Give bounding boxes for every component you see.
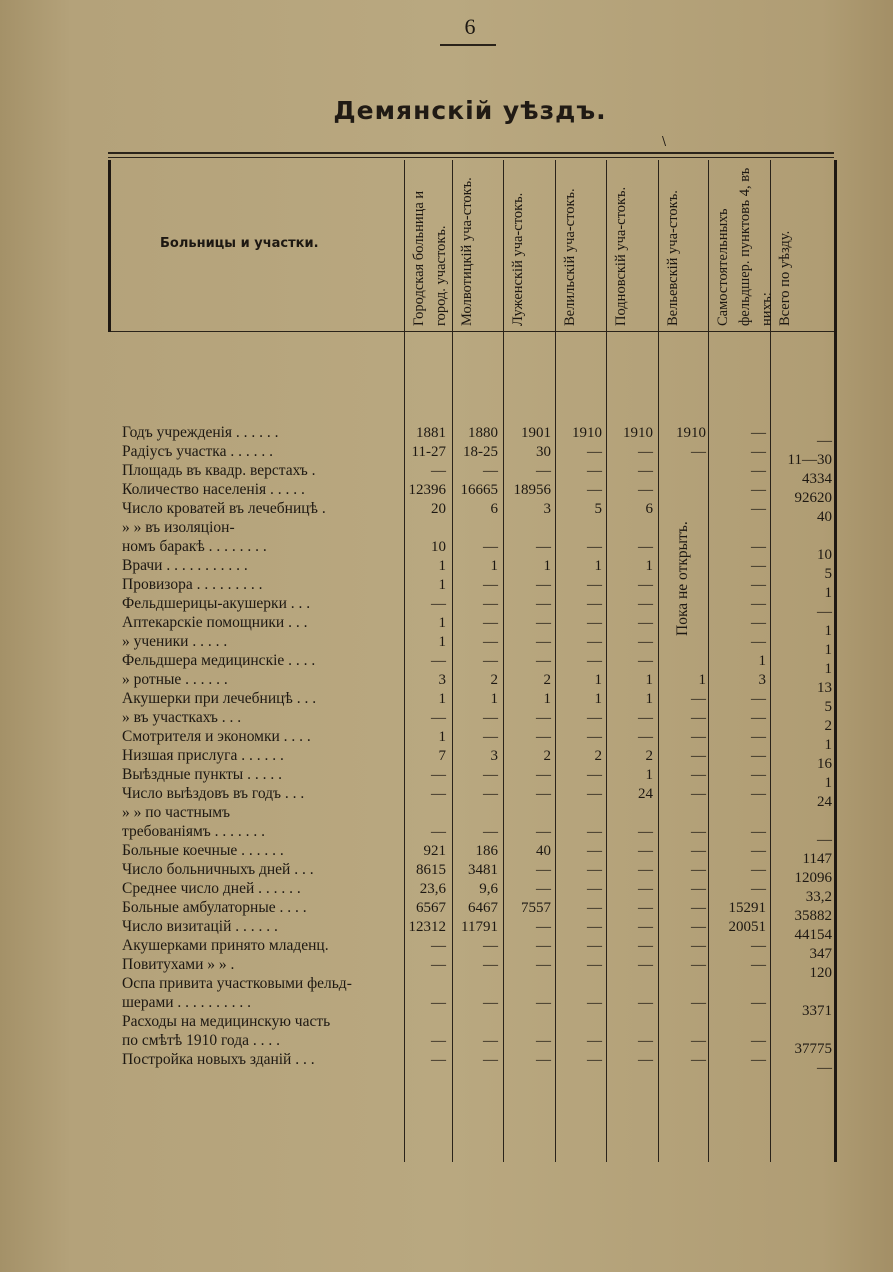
table-cell-total: 24 [817, 794, 832, 810]
table-cell: — [587, 539, 602, 555]
row-label: Количество населенія . . . . . [122, 481, 305, 498]
table-cell: 12396 [408, 482, 446, 498]
table-cell: — [691, 957, 706, 973]
column-header-1: Городская больница и город. участокъ. [411, 190, 449, 326]
table-cell: — [587, 957, 602, 973]
table-cell-total: — [817, 433, 832, 449]
table-cell: — [483, 729, 498, 745]
table-cell: 20 [431, 501, 446, 517]
table-cell: — [483, 995, 498, 1011]
table-cell: — [691, 1052, 706, 1068]
row-label: Постройка новыхъ зданій . . . [122, 1051, 315, 1068]
table-cell: — [638, 900, 653, 916]
table-cell: — [587, 710, 602, 726]
table-cell-total: 1 [824, 642, 832, 658]
table-cell: — [536, 729, 551, 745]
table-cell-total: 3371 [802, 1003, 832, 1019]
row-label: Радіусъ участка . . . . . . [122, 443, 273, 460]
table-cell: — [691, 919, 706, 935]
table-cell-total: 120 [809, 965, 832, 981]
table-cell: — [638, 539, 653, 555]
table-cell-total: 2 [824, 718, 832, 734]
row-label: Акушерки при лечебницѣ . . . [122, 690, 317, 707]
table-cell: 3 [438, 672, 446, 688]
column-separator [606, 160, 607, 1162]
table-cell: — [587, 634, 602, 650]
table-cell: — [751, 881, 766, 897]
table-cell: — [691, 900, 706, 916]
table-cell: 1 [645, 672, 653, 688]
table-cell: — [751, 539, 766, 555]
table-cell: — [483, 938, 498, 954]
table-cell: — [431, 938, 446, 954]
row-label: Число визитацій . . . . . . [122, 918, 278, 935]
page-title: Демянскій уѣздъ. [333, 96, 607, 125]
column-separator [834, 160, 837, 1162]
table-cell: 1 [438, 615, 446, 631]
table-cell: — [638, 634, 653, 650]
table-cell-total: 1 [824, 661, 832, 677]
column-separator [658, 160, 659, 1162]
table-cell: — [638, 710, 653, 726]
table-cell-total: 5 [824, 566, 832, 582]
table-cell: — [751, 577, 766, 593]
table-cell: — [691, 824, 706, 840]
table-cell: — [751, 710, 766, 726]
table-cell: 6 [490, 501, 498, 517]
table-cell: — [751, 596, 766, 612]
table-cell: — [431, 995, 446, 1011]
table-cell: — [536, 653, 551, 669]
row-header-label: Больницы и участки. [160, 236, 319, 251]
table-cell: — [691, 691, 706, 707]
table-cell-total: 37775 [794, 1041, 832, 1057]
page-number: 6 [464, 14, 476, 39]
table-cell: — [638, 463, 653, 479]
table-cell: — [431, 824, 446, 840]
table-cell-total: 347 [809, 946, 832, 962]
table-cell: — [691, 881, 706, 897]
table-cell: 1 [490, 691, 498, 707]
table-cell-total: — [817, 604, 832, 620]
table-cell-total: 11—30 [787, 452, 832, 468]
row-label: Выѣздные пункты . . . . . [122, 766, 282, 783]
table-cell: — [536, 539, 551, 555]
table-cell: — [751, 634, 766, 650]
table-cell: 1 [594, 691, 602, 707]
row-label: Число выѣздовъ въ годъ . . . [122, 785, 305, 802]
row-label: Фельдшерицы-акушерки . . . [122, 595, 311, 612]
table-cell: — [483, 577, 498, 593]
table-cell: — [751, 938, 766, 954]
table-cell: — [536, 767, 551, 783]
column-header-5: Подновскій уча-стокъ. [613, 186, 629, 326]
table-cell: — [587, 729, 602, 745]
table-cell: — [587, 843, 602, 859]
row-label: » въ участкахъ . . . [122, 709, 242, 726]
table-cell: — [691, 748, 706, 764]
column-header-3: Луженскій уча-стокъ. [510, 192, 526, 326]
table-cell: — [536, 463, 551, 479]
table-cell: 12312 [408, 919, 446, 935]
table-cell: — [691, 444, 706, 460]
row-label: Расходы на медицинскую часть [122, 1013, 331, 1030]
row-label: Провизора . . . . . . . . . [122, 576, 263, 593]
table-cell: — [431, 786, 446, 802]
table-cell: — [751, 995, 766, 1011]
table-cell: 3481 [468, 862, 498, 878]
column-separator [555, 160, 556, 1162]
row-label: Больные коечные . . . . . . [122, 842, 284, 859]
row-label: » » по частнымъ [122, 804, 231, 821]
table-cell: 1 [645, 767, 653, 783]
row-label: Низшая прислуга . . . . . . [122, 747, 284, 764]
table-cell: 1910 [676, 425, 706, 441]
table-cell: 3 [543, 501, 551, 517]
table-cell: 11-27 [411, 444, 446, 460]
table-cell: — [638, 729, 653, 745]
row-label: » ротные . . . . . . [122, 671, 228, 688]
table-cell: 1 [490, 558, 498, 574]
table-cell: 6 [645, 501, 653, 517]
table-cell: 1910 [623, 425, 653, 441]
table-cell: — [483, 767, 498, 783]
table-cell: — [751, 558, 766, 574]
table-cell: — [751, 748, 766, 764]
table-cell: 11791 [461, 919, 498, 935]
table-cell: — [638, 444, 653, 460]
table-cell: — [536, 577, 551, 593]
table-cell: — [751, 786, 766, 802]
row-label: номъ баракѣ . . . . . . . . [122, 538, 267, 555]
table-cell: — [751, 691, 766, 707]
table-cell: 1881 [416, 425, 446, 441]
row-label: Врачи . . . . . . . . . . . [122, 557, 248, 574]
table-top-rule [108, 152, 834, 154]
table-cell: — [638, 938, 653, 954]
table-cell-total: — [817, 832, 832, 848]
table-cell: — [638, 482, 653, 498]
table-cell: 18-25 [463, 444, 498, 460]
table-cell: — [483, 615, 498, 631]
row-label: требованіямъ . . . . . . . [122, 823, 266, 840]
table-cell: 1901 [521, 425, 551, 441]
table-cell-total: 1 [824, 585, 832, 601]
table-cell-total: 33,2 [805, 889, 832, 905]
table-cell: 6567 [416, 900, 446, 916]
table-top-rule-thin [108, 157, 834, 158]
table-cell: 40 [536, 843, 551, 859]
table-cell: — [587, 900, 602, 916]
table-cell: — [483, 539, 498, 555]
table-cell: — [431, 767, 446, 783]
table-cell: — [536, 710, 551, 726]
table-cell: — [691, 938, 706, 954]
table-cell: 1 [645, 691, 653, 707]
row-label: Число кроватей въ лечебницѣ . [122, 500, 326, 517]
table-cell: — [483, 710, 498, 726]
row-label: Больные амбулаторные . . . . [122, 899, 307, 916]
table-cell: — [483, 1033, 498, 1049]
table-cell: — [587, 786, 602, 802]
table-cell: — [638, 862, 653, 878]
row-label: Повитухами » » . [122, 956, 235, 973]
table-cell: — [751, 957, 766, 973]
row-label: Площадь въ квадр. верстахъ . [122, 462, 316, 479]
table-cell: — [691, 995, 706, 1011]
table-cell: — [587, 767, 602, 783]
table-cell: — [587, 1052, 602, 1068]
row-label: Среднее число дней . . . . . . [122, 880, 301, 897]
column-header-4: Велильскій уча-стокъ. [562, 188, 578, 326]
table-cell: 6467 [468, 900, 498, 916]
table-cell: — [483, 596, 498, 612]
row-label: шерами . . . . . . . . . . [122, 994, 252, 1011]
table-cell: — [638, 1052, 653, 1068]
table-cell: — [536, 881, 551, 897]
table-cell: — [751, 501, 766, 517]
table-cell: 1880 [468, 425, 498, 441]
table-cell: — [536, 1052, 551, 1068]
table-cell: — [431, 596, 446, 612]
table-cell: — [638, 919, 653, 935]
table-cell: 5 [594, 501, 602, 517]
table-cell: — [587, 938, 602, 954]
table-cell: — [483, 1052, 498, 1068]
table-cell: — [587, 881, 602, 897]
table-cell: — [431, 1033, 446, 1049]
table-cell: 9,6 [479, 881, 498, 897]
table-cell: 7557 [521, 900, 551, 916]
table-cell: — [638, 881, 653, 897]
table-cell: — [587, 1033, 602, 1049]
table-cell: — [638, 615, 653, 631]
table-cell-total: — [817, 1060, 832, 1076]
table-cell: — [587, 482, 602, 498]
table-cell: 24 [638, 786, 653, 802]
table-cell: — [751, 425, 766, 441]
row-label: » ученики . . . . . [122, 633, 228, 650]
table-cell: — [483, 634, 498, 650]
table-cell: 2 [543, 672, 551, 688]
table-cell: — [587, 463, 602, 479]
table-cell: 30 [536, 444, 551, 460]
table-left-border [108, 160, 111, 332]
table-cell: — [536, 995, 551, 1011]
table-cell: — [691, 1033, 706, 1049]
table-cell: — [431, 1052, 446, 1068]
table-cell: 1 [758, 653, 766, 669]
table-cell-total: 1 [824, 737, 832, 753]
table-cell: 1 [698, 672, 706, 688]
stray-mark: \ [662, 134, 667, 148]
table-cell: — [483, 786, 498, 802]
table-cell: — [536, 824, 551, 840]
table-cell: 186 [475, 843, 498, 859]
table-cell-total: 10 [817, 547, 832, 563]
table-cell: — [483, 957, 498, 973]
table-cell: — [483, 463, 498, 479]
table-cell: — [431, 710, 446, 726]
table-cell: — [638, 653, 653, 669]
table-cell: 2 [490, 672, 498, 688]
table-cell: — [536, 1033, 551, 1049]
table-cell: — [536, 957, 551, 973]
table-cell: — [536, 596, 551, 612]
table-cell: — [691, 843, 706, 859]
table-cell: — [587, 596, 602, 612]
row-label: » » въ изоляціон- [122, 519, 235, 536]
table-cell-total: 40 [817, 509, 832, 525]
table-cell-total: 44154 [794, 927, 832, 943]
table-cell: — [431, 653, 446, 669]
table-cell: — [638, 1033, 653, 1049]
table-cell: — [536, 938, 551, 954]
row-label: Акушерками принято младенц. [122, 937, 329, 954]
column-header-7: Самостоятельныхъ фельдшер. пунктовъ 4, въ нихъ: [715, 167, 775, 326]
table-cell: 10 [431, 539, 446, 555]
column-header-6: Вельевскій уча-стокъ. [665, 190, 681, 326]
table-cell: — [751, 444, 766, 460]
row-label: Смотрителя и экономки . . . . [122, 728, 311, 745]
table-cell: — [638, 596, 653, 612]
table-cell: — [691, 786, 706, 802]
table-cell: — [431, 463, 446, 479]
row-label: Годъ учрежденія . . . . . . [122, 424, 279, 441]
row-label: Число больничныхъ дней . . . [122, 861, 314, 878]
table-cell: 1 [438, 634, 446, 650]
table-cell: — [691, 862, 706, 878]
table-cell: — [751, 729, 766, 745]
table-cell: — [587, 653, 602, 669]
table-cell: — [751, 482, 766, 498]
table-cell-total: 12096 [794, 870, 832, 886]
table-cell: 3 [758, 672, 766, 688]
table-cell: — [751, 615, 766, 631]
table-cell: 16665 [460, 482, 498, 498]
table-cell: — [751, 463, 766, 479]
table-cell: 15291 [728, 900, 766, 916]
table-cell: 20051 [728, 919, 766, 935]
table-cell: — [587, 577, 602, 593]
table-cell: 1 [438, 577, 446, 593]
table-cell: — [751, 824, 766, 840]
table-cell: 1 [594, 672, 602, 688]
column-separator [404, 160, 405, 1162]
table-cell: 3 [490, 748, 498, 764]
table-cell: — [751, 767, 766, 783]
table-cell: — [431, 957, 446, 973]
column-separator [503, 160, 504, 1162]
table-cell-total: 1 [824, 623, 832, 639]
table-cell: — [691, 729, 706, 745]
table-cell: 18956 [513, 482, 551, 498]
table-cell: — [638, 577, 653, 593]
table-cell-total: 13 [817, 680, 832, 696]
row-label: Оспа привита участковыми фельд- [122, 975, 352, 992]
table-cell: — [751, 843, 766, 859]
column-separator [452, 160, 453, 1162]
table-cell: 1 [543, 558, 551, 574]
table-cell-total: 4334 [802, 471, 832, 487]
table-cell: — [587, 995, 602, 1011]
table-cell: 2 [594, 748, 602, 764]
table-cell: — [587, 862, 602, 878]
table-cell-total: 1 [824, 775, 832, 791]
table-cell: 1 [543, 691, 551, 707]
table-cell: — [638, 957, 653, 973]
table-cell: — [587, 615, 602, 631]
table-cell: 1 [438, 729, 446, 745]
table-header-rule [108, 331, 834, 332]
velevsky-note: Пока не открытъ. [674, 521, 691, 636]
column-header-2: Молвотицкій уча-стокъ. [459, 177, 475, 326]
table-cell: 2 [543, 748, 551, 764]
column-separator [708, 160, 709, 1162]
table-cell: 8615 [416, 862, 446, 878]
table-cell-total: 16 [817, 756, 832, 772]
row-label: Аптекарскіе помощники . . . [122, 614, 308, 631]
table-cell: 2 [645, 748, 653, 764]
table-cell-total: 1147 [802, 851, 832, 867]
table-cell-total: 5 [824, 699, 832, 715]
table-cell: — [638, 824, 653, 840]
table-cell: — [483, 653, 498, 669]
table-cell: — [638, 843, 653, 859]
table-cell: 1 [438, 691, 446, 707]
table-cell: — [751, 1033, 766, 1049]
page-number-underline [440, 44, 496, 46]
table-cell-total: 92620 [794, 490, 832, 506]
table-cell: — [751, 862, 766, 878]
table-cell: — [536, 634, 551, 650]
row-label: по смѣтѣ 1910 года . . . . [122, 1032, 281, 1049]
table-cell: — [587, 919, 602, 935]
table-cell: — [483, 824, 498, 840]
table-cell: 1 [438, 558, 446, 574]
table-cell: — [536, 862, 551, 878]
table-cell: — [536, 919, 551, 935]
table-cell: 7 [438, 748, 446, 764]
table-cell: — [751, 1052, 766, 1068]
table-cell: 921 [423, 843, 446, 859]
table-cell: 1 [645, 558, 653, 574]
table-cell: 1910 [572, 425, 602, 441]
table-cell: — [587, 824, 602, 840]
table-cell: — [536, 786, 551, 802]
column-header-8: Всего по уѣзду. [777, 230, 793, 326]
table-cell: — [691, 767, 706, 783]
table-cell: — [587, 444, 602, 460]
table-cell: 1 [594, 558, 602, 574]
table-cell: 23,6 [419, 881, 446, 897]
row-label: Фельдшера медицинскіе . . . . [122, 652, 316, 669]
table-cell-total: 35882 [794, 908, 832, 924]
table-cell: — [536, 615, 551, 631]
table-cell: — [691, 710, 706, 726]
table-cell: — [638, 995, 653, 1011]
